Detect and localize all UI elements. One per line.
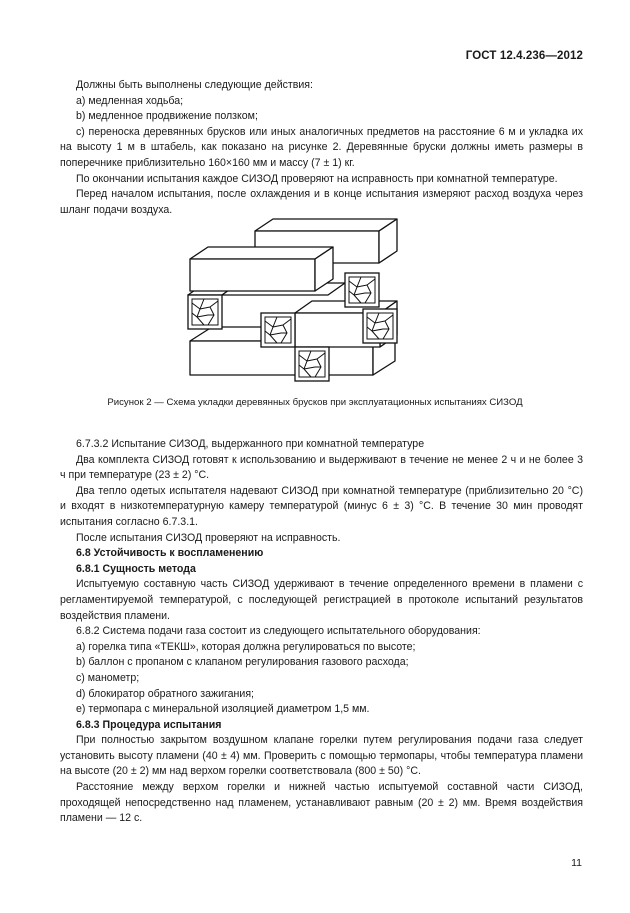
list-item: b) баллон с пропаном с клапаном регулирования газового расхода; <box>76 656 409 669</box>
list-item: b) медленное продвижение ползком; <box>76 110 258 123</box>
subsection-heading: 6.8.1 Сущность метода <box>76 562 196 575</box>
paragraph: После испытания СИЗОД проверяют на исправность. <box>76 531 341 544</box>
subsection-heading: 6.7.3.2 Испытание СИЗОД, выдержанного при комнатной температуре <box>76 438 425 450</box>
subsection-heading: 6.8.3 Процедура испытания <box>76 718 222 731</box>
paragraph: При полностью закрытом воздушном клапане горелки путем регулирования подачи газа следует установить высоту пламени (40 ± 4) мм. Проверить с помощью термопары, чтобы температура пламени на высоте (20 ± 2) мм над верхом горелки соответствовала (800 ± 50) °С. <box>60 734 583 778</box>
paragraph: Должны быть выполнены следующие действия: <box>76 79 313 91</box>
paragraph: Испытуемую составную часть СИЗОД удерживают в течение определенного времени в пламени с регламентируемой температурой, с последующей регистрацией в протоколе испытаний результатов воздействия пламени. <box>60 578 583 622</box>
top-text-block <box>60 78 583 218</box>
paragraph: Перед началом испытания, после охлаждения и в конце испытания измеряют расход воздуха через шланг подачи воздуха. <box>60 188 583 216</box>
list-item: е) термопара с минеральной изоляцией диаметром 1,5 мм. <box>76 703 370 716</box>
paragraph: По окончании испытания каждое СИЗОД проверяют на исправность при комнатной температуре. <box>76 172 558 185</box>
paragraph: Два тепло одетых испытателя надевают СИЗОД при комнатной температуре (приблизительно 20 °С) и входят в низкотемпературную камеру температурой (минус 6 ± 3) °С. В течение 30 мин проводят испытания согласно 6.7.3.1. <box>60 484 583 528</box>
list-item: d) блокиратор обратного зажигания; <box>76 687 255 700</box>
paragraph: Расстояние между верхом горелки и нижней частью испытуемой составной части СИЗОД, проходящей непосредственно над пламенем, устанавливают равным (20 ± 2) мм. Время воздействия пламени — 12 с. <box>60 781 583 825</box>
bottom-text-block <box>60 437 583 827</box>
page-number: 11 <box>571 857 582 869</box>
list-item: с) переноска деревянных брусков или иных аналогичных предметов на расстояние 6 м и укладка их на высоту 1 м в штабель, как показано на рисунке 2. Деревянные бруски должны иметь размеры в поперечнике приблизительно 160×160 мм и массу (7 ± 1) кг. <box>60 125 583 169</box>
list-item: а) медленная ходьба; <box>76 94 184 107</box>
section-heading: 6.8 Устойчивость к воспламенению <box>76 547 264 560</box>
paragraph: 6.8.2 Система подачи газа состоит из следующего испытательного оборудования: <box>76 625 481 638</box>
figure-caption: Рисунок 2 — Схема укладки деревянных брусков при эксплуатационных испытаниях СИЗОД <box>107 397 523 408</box>
wooden-bars-stacking-figure <box>185 213 400 388</box>
document-header: ГОСТ 12.4.236—2012 <box>465 50 583 62</box>
list-item: с) манометр; <box>76 671 140 684</box>
paragraph: Два комплекта СИЗОД готовят к использованию и выдерживают в течение не менее 2 ч и не более 3 ч при температуре (23 ± 2) °С. <box>60 453 583 482</box>
list-item: а) горелка типа «ТЕКШ», которая должна регулироваться по высоте; <box>76 640 416 653</box>
